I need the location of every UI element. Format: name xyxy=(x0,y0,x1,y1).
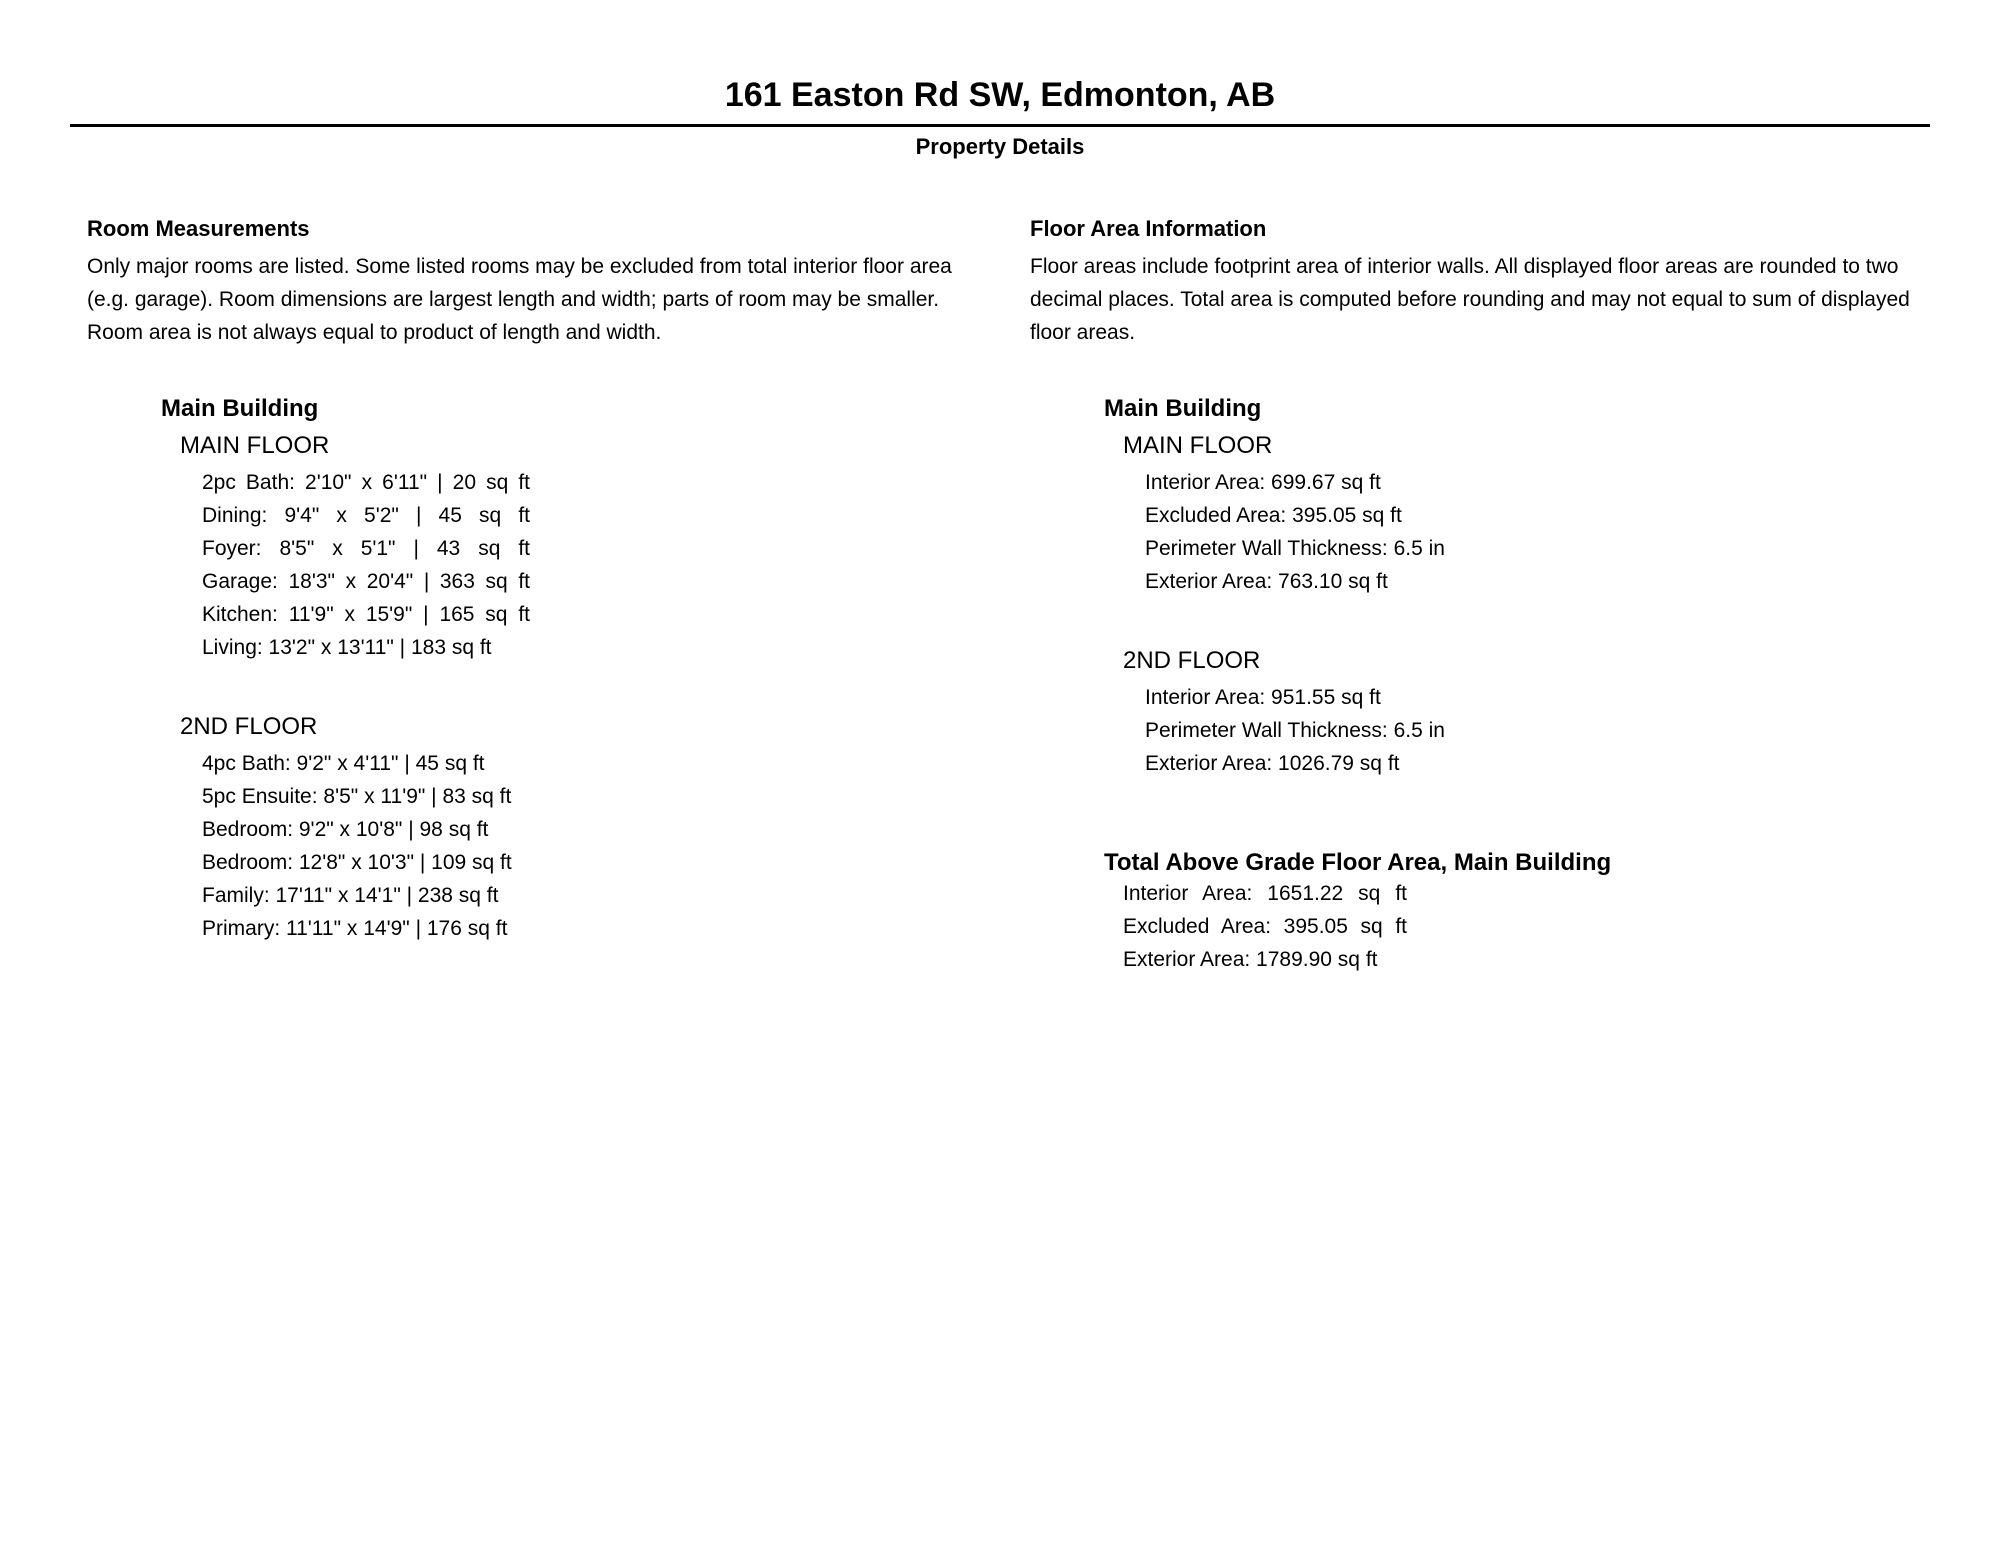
floor-area-line: Perimeter Wall Thickness: 6.5 in xyxy=(1145,719,1445,742)
room-measurement: Living: 13'2" x 13'11" | 183 sq ft xyxy=(202,636,492,659)
floor-area-building xyxy=(1030,394,2000,780)
room-measurement: Foyer: 8'5" x 5'1" | 43 sq ft xyxy=(202,537,530,560)
description-line: Floor areas include footprint area of interior walls. All displayed floor areas are rounded to two xyxy=(1030,255,1899,278)
floor-block xyxy=(87,431,1030,664)
room-measurement: 2pc Bath: 2'10" x 6'11" | 20 sq ft xyxy=(202,471,530,494)
room-measurements-floors xyxy=(87,431,1030,945)
floor-name: 2ND FLOOR xyxy=(180,713,318,740)
floor-lines xyxy=(1145,681,2000,780)
total-above-grade-lines xyxy=(1123,877,1407,976)
description-line: Room area is not always equal to product of length and width. xyxy=(87,321,662,344)
description-line: decimal places. Total area is computed before rounding and may not equal to sum of displayed xyxy=(1030,288,1910,311)
description-line: Only major rooms are listed. Some listed rooms may be excluded from total interior floor area xyxy=(87,255,952,278)
room-measurement: Dining: 9'4" x 5'2" | 45 sq ft xyxy=(202,504,530,527)
room-measurement: Family: 17'11" x 14'1" | 238 sq ft xyxy=(202,884,499,907)
floor-area-line: Interior Area: 699.67 sq ft xyxy=(1145,471,1381,494)
room-measurements-building xyxy=(87,394,1030,945)
floor-block xyxy=(1030,431,2000,598)
floor-name: 2ND FLOOR xyxy=(1123,647,1261,674)
floor-area-line: Exterior Area: 763.10 sq ft xyxy=(1145,570,1388,593)
floor-area-floors xyxy=(1030,431,2000,780)
room-measurement: Bedroom: 9'2" x 10'8" | 98 sq ft xyxy=(202,818,489,841)
building-heading: Main Building xyxy=(1104,395,1262,422)
floor-area-line: Interior Area: 951.55 sq ft xyxy=(1145,686,1381,709)
title-divider xyxy=(70,124,1930,127)
room-measurements-section xyxy=(87,216,1030,945)
room-measurement: Garage: 18'3" x 20'4" | 363 sq ft xyxy=(202,570,530,593)
room-measurement: 5pc Ensuite: 8'5" x 11'9" | 83 sq ft xyxy=(202,785,512,808)
floor-area-line: Perimeter Wall Thickness: 6.5 in xyxy=(1145,537,1445,560)
room-measurements-description xyxy=(87,250,1030,349)
content-columns xyxy=(0,216,2000,976)
floor-lines xyxy=(202,466,530,664)
floor-lines xyxy=(202,747,1030,945)
room-measurements-heading: Room Measurements xyxy=(87,216,310,241)
page-title: 161 Easton Rd SW, Edmonton, AB xyxy=(724,76,1276,114)
floor-area-description xyxy=(1030,250,2000,349)
total-area-line: Excluded Area: 395.05 sq ft xyxy=(1123,915,1407,938)
floor-area-section xyxy=(1030,216,2000,976)
floor-name: MAIN FLOOR xyxy=(180,432,330,459)
room-measurement: Bedroom: 12'8" x 10'3" | 109 sq ft xyxy=(202,851,512,874)
floor-area-line: Exterior Area: 1026.79 sq ft xyxy=(1145,752,1400,775)
floor-area-line: Excluded Area: 395.05 sq ft xyxy=(1145,504,1402,527)
room-measurement: Primary: 11'11" x 14'9" | 176 sq ft xyxy=(202,917,508,940)
total-above-grade-block xyxy=(1030,848,2000,976)
total-above-grade-heading: Total Above Grade Floor Area, Main Building xyxy=(1104,849,1612,876)
room-measurement: Kitchen: 11'9" x 15'9" | 165 sq ft xyxy=(202,603,530,626)
total-area-line: Exterior Area: 1789.90 sq ft xyxy=(1123,948,1378,971)
floor-lines xyxy=(1145,466,2000,598)
page-subtitle: Property Details xyxy=(915,134,1085,159)
room-measurement: 4pc Bath: 9'2" x 4'11" | 45 sq ft xyxy=(202,752,485,775)
floor-block xyxy=(87,712,1030,945)
building-heading: Main Building xyxy=(161,395,319,422)
floor-area-heading: Floor Area Information xyxy=(1030,216,1267,241)
description-line: (e.g. garage). Room dimensions are largest length and width; parts of room may be smaller. xyxy=(87,288,940,311)
total-area-line: Interior Area: 1651.22 sq ft xyxy=(1123,882,1407,905)
floor-name: MAIN FLOOR xyxy=(1123,432,1273,459)
floor-block xyxy=(1030,646,2000,780)
page-header xyxy=(0,76,2000,160)
description-line: floor areas. xyxy=(1030,321,1136,344)
